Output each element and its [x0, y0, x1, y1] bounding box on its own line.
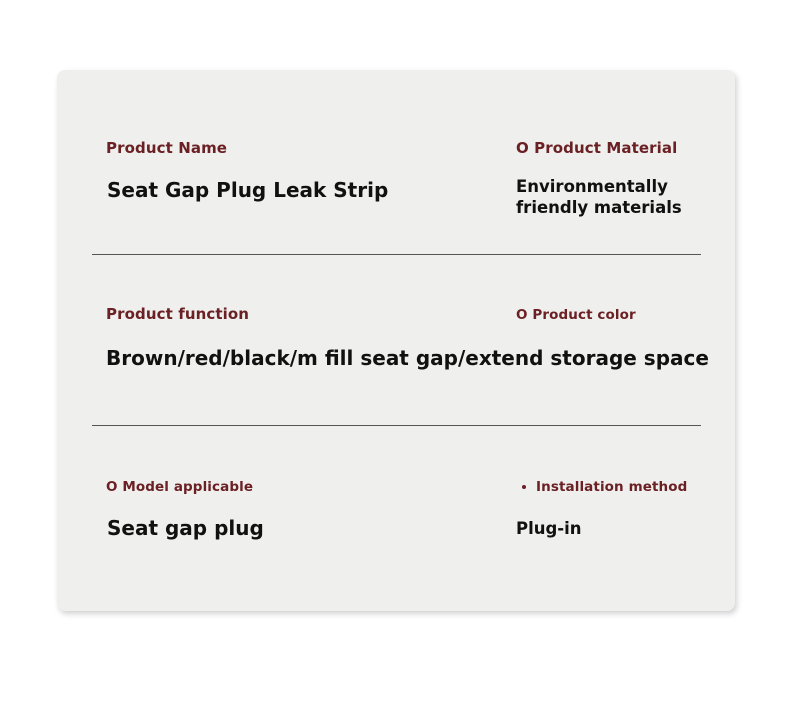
bullet-dot-icon — [522, 485, 526, 489]
product-spec-card — [57, 70, 735, 611]
product-name-value: Seat Gap Plug Leak Strip — [107, 178, 389, 202]
model-applicable-value: Seat gap plug — [107, 516, 264, 540]
section-divider-2 — [92, 425, 701, 426]
product-material-label: O Product Material — [516, 139, 678, 157]
installation-method-value: Plug-in — [516, 519, 582, 538]
product-material-value-line2: friendly materials — [516, 198, 682, 217]
product-function-color-value: Brown/red/black/m fill seat gap/extend storage space — [106, 346, 709, 370]
model-applicable-label: O Model applicable — [106, 479, 254, 495]
section-divider-1 — [92, 254, 701, 255]
product-material-value — [516, 176, 682, 218]
product-name-label: Product Name — [106, 139, 228, 157]
installation-method-label: Installation method — [536, 479, 688, 495]
product-function-label: Product function — [106, 305, 250, 323]
product-color-label: O Product color — [516, 307, 636, 323]
product-material-value-line1: Environmentally — [516, 177, 668, 196]
